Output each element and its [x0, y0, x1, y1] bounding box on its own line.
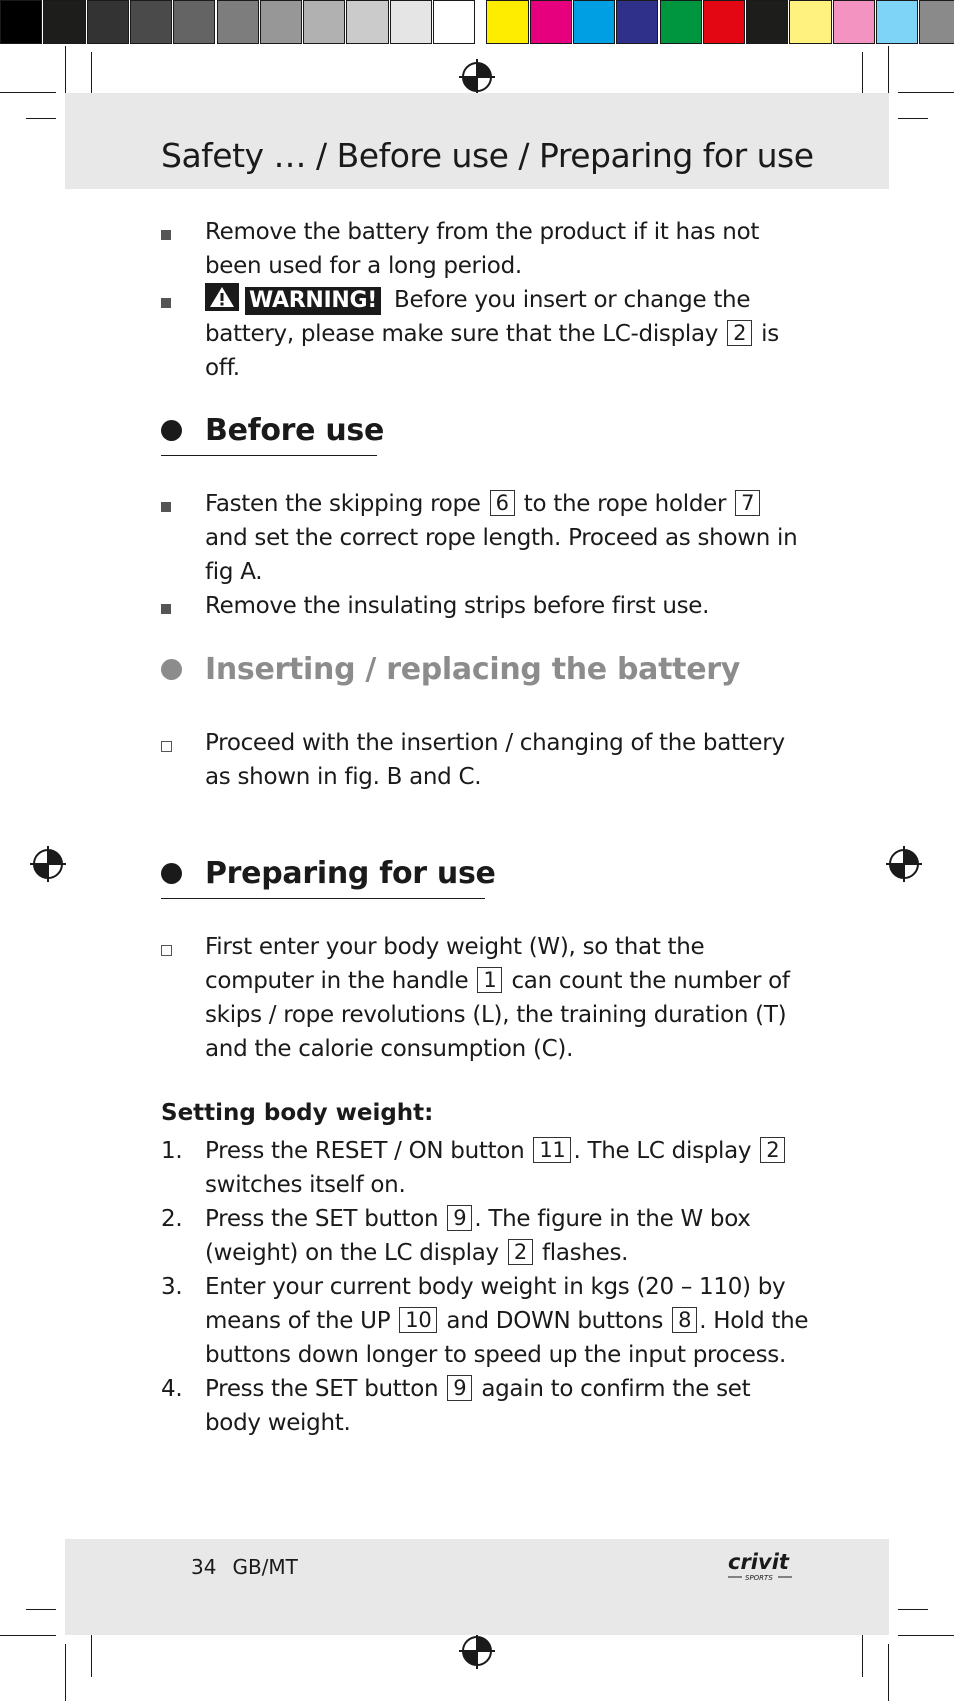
registration-mark-icon [459, 1633, 495, 1669]
crop-mark [0, 1635, 56, 1636]
part-reference: 2 [727, 320, 752, 346]
preparing-list [161, 930, 801, 1066]
color-swatch [616, 0, 658, 44]
list-item: Remove the insulating strips before first use. [161, 589, 801, 623]
color-swatch [833, 0, 875, 44]
color-swatch [919, 0, 954, 44]
square-bullet-icon [161, 298, 171, 308]
color-calibration-bar [0, 0, 954, 46]
subheading: Setting body weight: [161, 1100, 434, 1126]
step-item: 2. Press the SET button 9 . The figure in the W box (weight) on the LC display 2 flashes. [161, 1206, 751, 1266]
section-heading-preparing [161, 856, 496, 891]
battery-list [161, 726, 801, 794]
registration-mark-icon [459, 59, 495, 95]
part-reference: 9 [447, 1375, 472, 1401]
crop-mark [26, 118, 56, 119]
crop-mark [26, 1609, 56, 1610]
locale-code: GB/MT [232, 1555, 298, 1579]
color-swatch [390, 0, 432, 44]
square-bullet-icon [161, 604, 171, 614]
crivit-sports-logo [726, 1547, 794, 1585]
crop-mark [0, 92, 56, 93]
part-reference: 9 [447, 1205, 472, 1231]
step-item: 3. Enter your current body weight in kgs (20 – 110) by means of the UP 10 and DOWN buttons 8 . Hold the buttons down longer to speed up the input process. [161, 1274, 809, 1368]
crop-mark [862, 1629, 863, 1677]
svg-text:SPORTS: SPORTS [745, 1574, 773, 1582]
square-bullet-icon [161, 230, 171, 240]
registration-mark-icon [886, 846, 922, 882]
color-swatch [303, 0, 345, 44]
section-underline [161, 455, 377, 456]
section-title: Preparing for use [205, 856, 496, 891]
bullet-dot-icon [161, 863, 182, 884]
page-footer [191, 1555, 314, 1579]
crop-mark [65, 1644, 66, 1701]
square-bullet-icon [161, 502, 171, 512]
part-reference: 10 [399, 1307, 437, 1333]
bullet-dot-icon [161, 420, 182, 441]
page-title: Safety … / Before use / Preparing for use [161, 136, 814, 175]
open-square-bullet-icon [161, 945, 172, 956]
crop-mark [898, 92, 954, 93]
color-swatch [433, 0, 475, 44]
crop-mark [65, 46, 66, 94]
color-swatch [746, 0, 788, 44]
safety-list [161, 215, 801, 385]
color-swatch [530, 0, 572, 44]
part-reference: 2 [508, 1239, 533, 1265]
bullet-dot-icon [161, 659, 182, 680]
list-item: WARNING! Before you insert or change the battery, please make sure that the LC-display 2 is off. [161, 283, 801, 385]
crop-mark [91, 1629, 92, 1677]
part-reference: 8 [672, 1307, 697, 1333]
before-use-list [161, 487, 801, 623]
warning-triangle-icon [205, 283, 239, 311]
color-swatch [660, 0, 702, 44]
section-heading-battery [161, 652, 740, 687]
crop-mark [898, 1609, 928, 1610]
step-item: 4. Press the SET button 9 again to confirm the set body weight. [161, 1376, 751, 1436]
color-swatch [217, 0, 259, 44]
color-swatch [87, 0, 129, 44]
color-swatch [173, 0, 215, 44]
part-reference: 7 [735, 490, 760, 516]
section-title: Before use [205, 413, 385, 448]
part-reference: 6 [490, 490, 515, 516]
part-reference: 2 [760, 1137, 785, 1163]
color-swatch [260, 0, 302, 44]
section-heading-before-use [161, 413, 384, 448]
crop-mark [888, 46, 889, 94]
list-item: First enter your body weight (W), so that the computer in the handle 1 can count the number of skips / rope revolutions (L), the training duration (T) and the calorie consumption (C). [161, 930, 801, 1066]
color-swatch [130, 0, 172, 44]
color-swatch [486, 0, 528, 44]
section-title: Inserting / replacing the battery [205, 652, 740, 687]
svg-text:crivit: crivit [728, 1550, 789, 1574]
warning-label: WARNING! [245, 287, 381, 315]
list-item: Proceed with the insertion / changing of the battery as shown in fig. B and C. [161, 726, 801, 794]
color-swatch [573, 0, 615, 44]
color-swatch [0, 0, 42, 44]
color-swatch [703, 0, 745, 44]
part-reference: 1 [477, 967, 502, 993]
color-swatch [43, 0, 85, 44]
list-item: Remove the battery from the product if it has not been used for a long period. [161, 215, 801, 283]
step-item: 1. Press the RESET / ON button 11 . The LC display 2 switches itself on. [161, 1134, 811, 1202]
open-square-bullet-icon [161, 741, 172, 752]
registration-mark-icon [30, 846, 66, 882]
part-reference: 11 [533, 1137, 571, 1163]
crop-mark [898, 1635, 954, 1636]
section-underline [161, 898, 485, 899]
steps-list [161, 1134, 811, 1440]
color-swatch [346, 0, 388, 44]
list-item: Fasten the skipping rope 6 to the rope holder 7 and set the correct rope length. Proceed as shown in fig A. [161, 487, 801, 589]
page-number: 34 [191, 1555, 217, 1579]
color-swatch [789, 0, 831, 44]
crop-mark [898, 118, 928, 119]
color-swatch [876, 0, 918, 44]
crop-mark [888, 1644, 889, 1701]
